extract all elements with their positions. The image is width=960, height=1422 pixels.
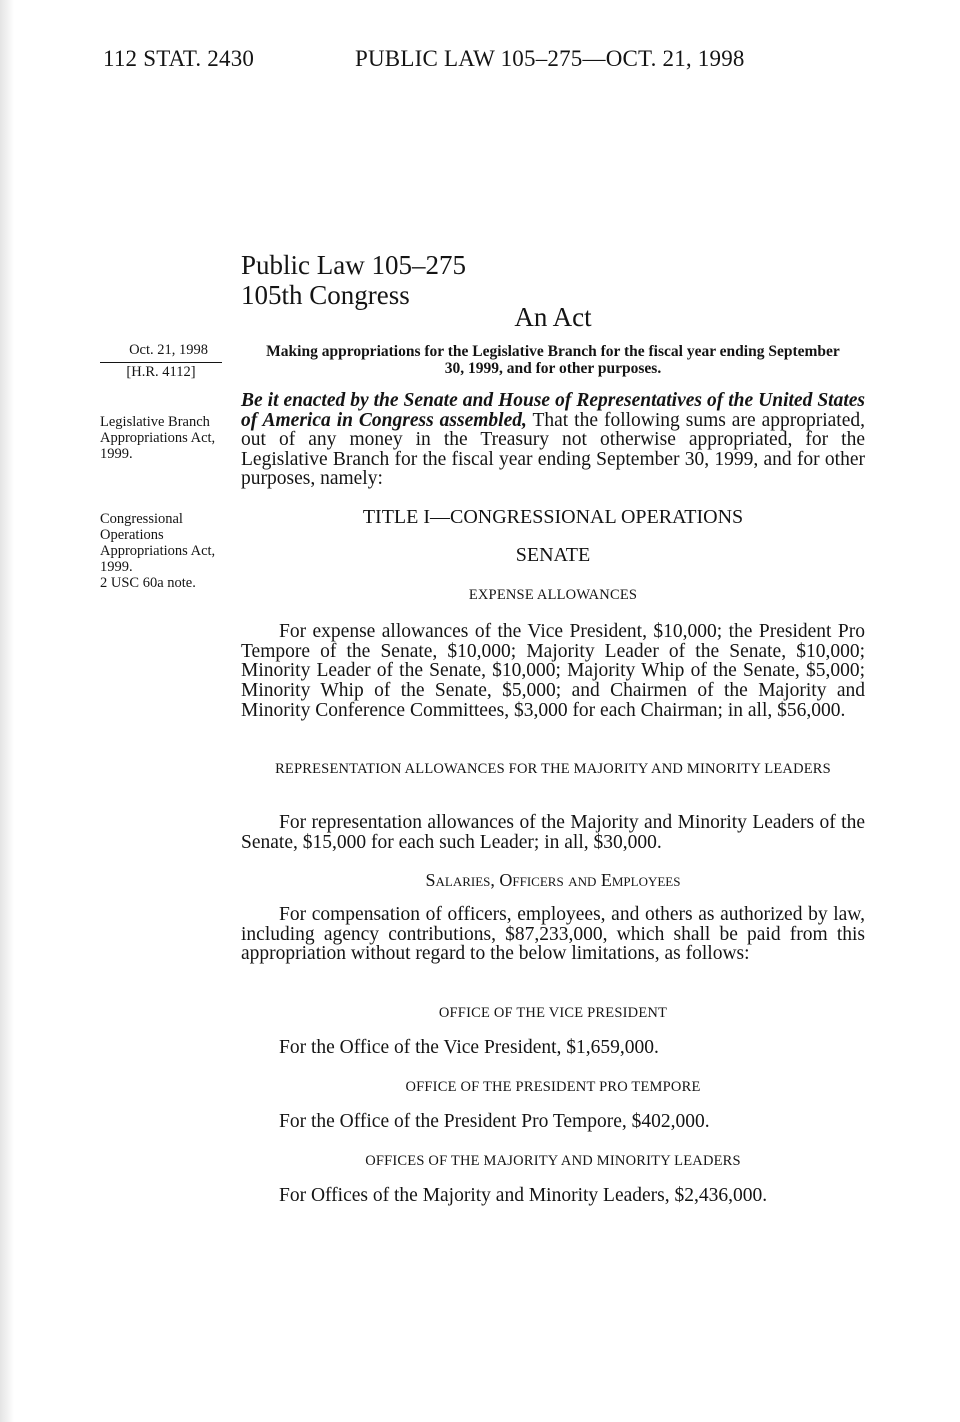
vice-president-office-text: For the Office of the Vice President, $1,659,000. [279, 1037, 659, 1058]
representation-allowances-heading: REPRESENTATION ALLOWANCES FOR THE MAJORITY AND MINORITY LEADERS [275, 761, 831, 777]
margin-date-block [100, 342, 220, 380]
salaries-text: For compensation of officers, employees, and others as authorized by law, including agency contributions, $87,233,000, which shall be paid from this appropriation without regard to the below limitations, as follows: [241, 904, 865, 965]
expense-allowances-text: For expense allowances of the Vice President, $10,000; the President Pro Tempore of the Senate, $10,000; Majority Leader of the Senate, $10,000; Minority Leader of the Senate, $10,000; Majority Whip of the Senate, $5,000; Minority Whip of the Senate, $5,000; and Chairmen of the Majority and Minority Conference Committees, $3,000 for each Chairman; in all, $56,000. [241, 621, 865, 721]
stat-reference: 112 STAT. 2430 [103, 46, 255, 71]
congress-number: 105th Congress [241, 280, 410, 310]
leaders-offices-text: For Offices of the Majority and Minority Leaders, $2,436,000. [279, 1185, 768, 1206]
leaders-offices-heading: OFFICES OF THE MAJORITY AND MINORITY LEADERS [365, 1153, 741, 1169]
margin-short-title-2: Congressional Operations Appropriations Act, 1999. [100, 511, 216, 575]
title-heading: TITLE I—CONGRESSIONAL OPERATIONS [362, 506, 744, 528]
vice-president-office-heading: OFFICE OF THE VICE PRESIDENT [438, 1005, 668, 1021]
act-label: An Act [514, 302, 592, 332]
enacting-clause-italic: Be it enacted by the Senate and House of Representatives of the United States of America in Congress assembled, [241, 390, 865, 431]
act-purpose: Making appropriations for the Legislative Branch for the fiscal year ending September 30, 1999, and for other purposes. [266, 343, 840, 377]
president-pro-tempore-heading: OFFICE OF THE PRESIDENT PRO TEMPORE [405, 1079, 701, 1095]
public-law-number: Public Law 105–275 [241, 250, 466, 280]
representation-allowances-text: For representation allowances of the Majority and Minority Leaders of the Senate, $15,000 for each such Leader; in all, $30,000. [241, 812, 865, 853]
expense-allowances-heading: EXPENSE ALLOWANCES [468, 587, 638, 603]
law-date-header: PUBLIC LAW 105–275—OCT. 21, 1998 [355, 46, 745, 71]
margin-date: Oct. 21, 1998 [129, 342, 208, 358]
senate-heading: SENATE [515, 544, 591, 566]
margin-usc-note: 2 USC 60a note. [100, 575, 196, 591]
binding-shadow [0, 0, 14, 1422]
salaries-heading: Salaries, Officers and Employees [425, 870, 681, 890]
enacting-clause-text: That the following sums are appropriated, out of any money in the Treasury not otherwise appropriated, for the Legislative Branch for the fiscal year ending September 30, 1999, and for other purposes, namely: [241, 409, 865, 490]
margin-short-title-1: Legislative Branch Appropriations Act, 1999. [100, 414, 216, 462]
public-law-block [241, 250, 466, 310]
enacting-clause [241, 391, 865, 489]
margin-short-title-2-block [100, 511, 220, 591]
president-pro-tempore-text: For the Office of the President Pro Tempore, $402,000. [279, 1111, 710, 1132]
margin-bill-number: [H.R. 4112] [100, 362, 222, 380]
